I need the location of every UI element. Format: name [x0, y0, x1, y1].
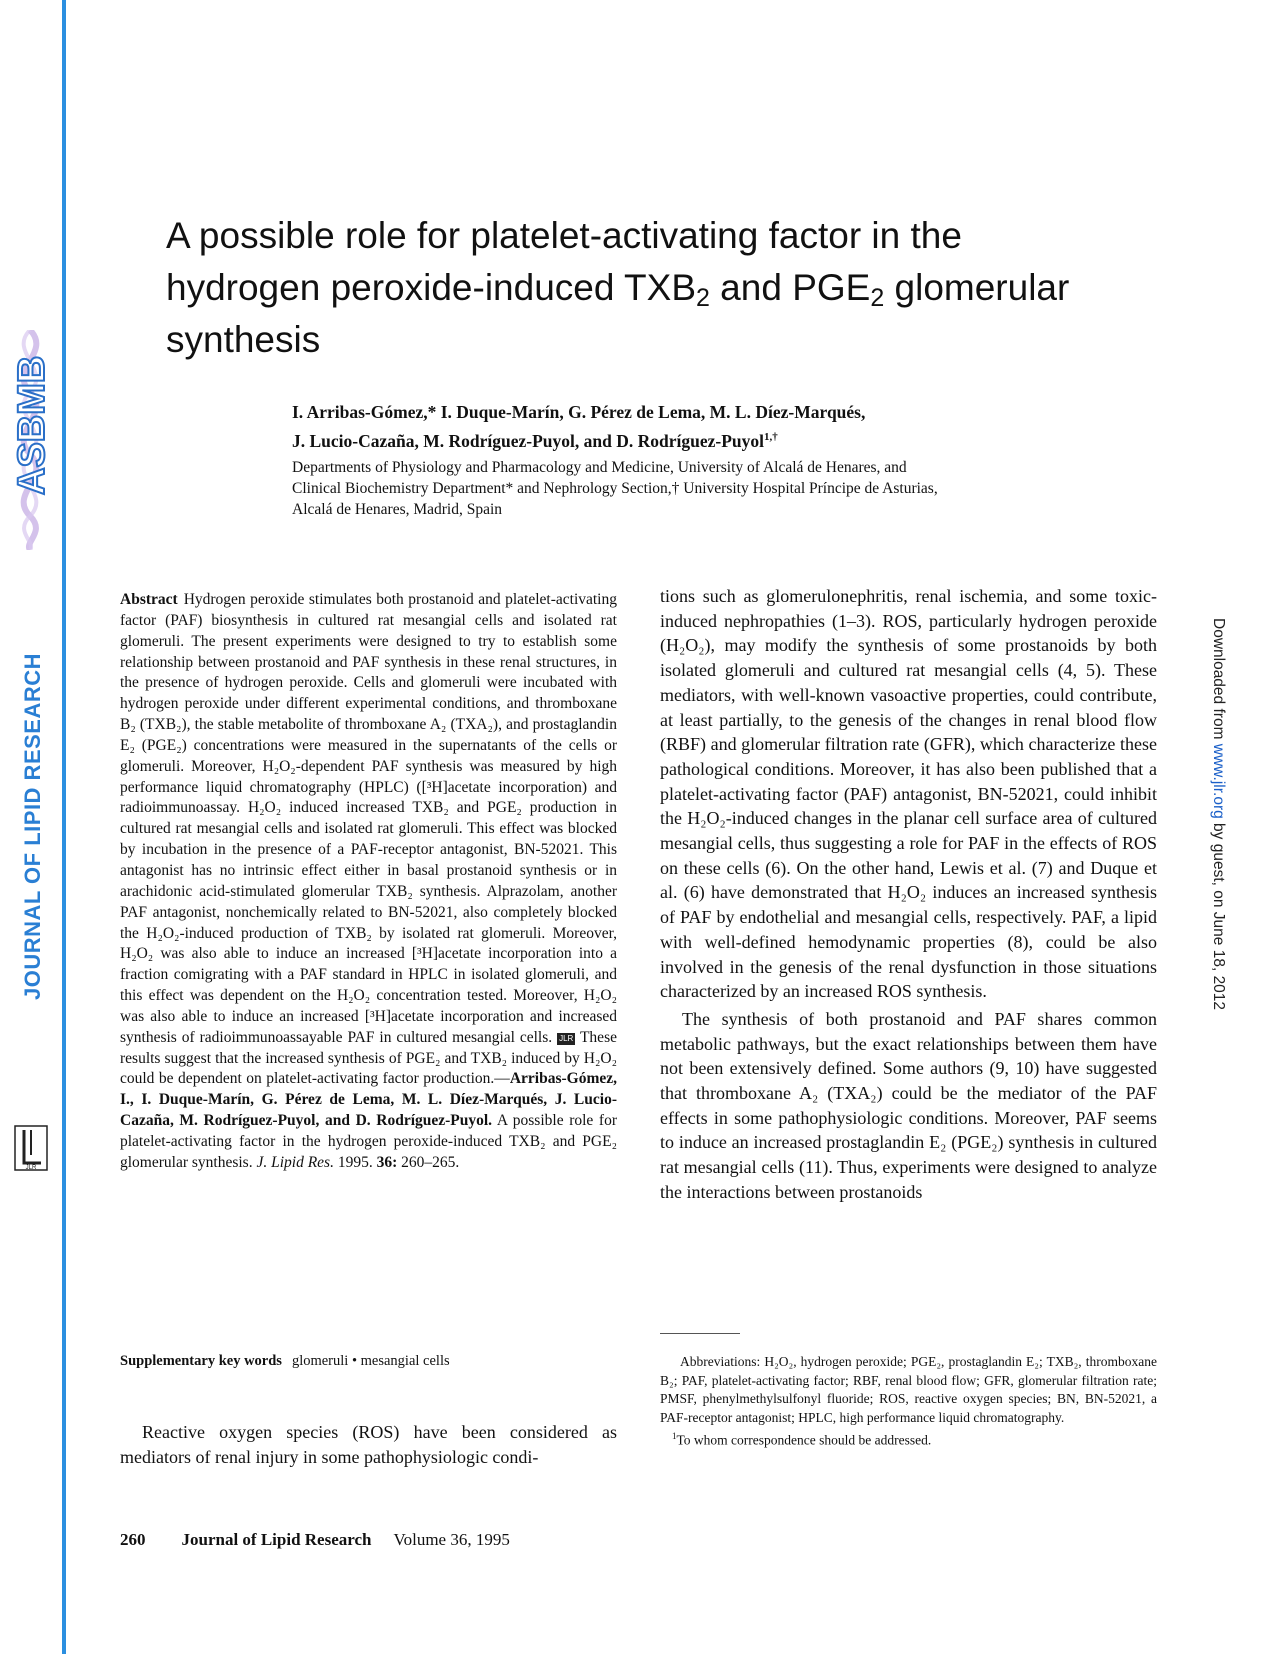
footnote-correspondence: [660, 1427, 1157, 1450]
download-link[interactable]: www.jlr.org: [1210, 743, 1227, 819]
author-footnote-marks: 1,†: [764, 431, 778, 443]
footer-volume: Volume 36, 1995: [393, 1530, 510, 1549]
jlr-logo-text: JLR: [25, 1165, 37, 1171]
affiliation-line-2: Clinical Biochemistry Department* and Nephrology Section,† University Hospital Príncipe de Asturias,: [292, 480, 938, 497]
author-line-2-text: J. Lucio-Cazaña, M. Rodríguez-Puyol, and D. Rodríguez-Puyol: [292, 430, 765, 451]
download-suffix: by guest, on June 18, 2012: [1210, 818, 1227, 1011]
footnote-abbreviations: Abbreviations: H₂O₂, hydrogen peroxide; PGE₂, prostaglandin E₂; TXB₂, thromboxane B₂; PAF, platelet-activating factor; RBF, renal blood flow; GFR, glomerular filtration rate; PMSF, phenylmethylsulfonyl fluoride; ROS, reactive oxygen species; BN, BN-52021, a PAF-receptor antagonist; HPLC, high performance liquid chromatography.: [660, 1354, 1157, 1425]
body-right-column: [660, 584, 1157, 1205]
affiliation-line-3: Alcalá de Henares, Madrid, Spain: [292, 501, 503, 518]
jlr-inline-icon: JLR: [559, 1033, 574, 1043]
title-part2: and PGE: [709, 267, 871, 308]
abstract-citation-journal: J. Lipid Res.: [256, 1153, 334, 1171]
asbmb-logo-text: ASBMB: [11, 355, 53, 495]
abstract-citation-pages: 260–265.: [401, 1153, 460, 1171]
title-part3: glomerular synthesis: [166, 267, 1070, 360]
left-margin-rule: [62, 0, 66, 1654]
footnote-mark: 1: [672, 1431, 677, 1441]
intro-paragraph-left: [120, 1420, 617, 1469]
abstract-label: Abstract: [120, 591, 178, 608]
affiliations: [292, 457, 1172, 520]
download-notice: [1211, 618, 1227, 1010]
title-sub1: 2: [696, 284, 710, 312]
abstract-citation-volume: 36:: [376, 1153, 398, 1171]
abstract-citation-title: A possible role for platelet-activating factor in the hydrogen peroxide-induced TXB₂ and PGE₂ glomerular synthesis.: [120, 1112, 617, 1171]
key-words-text: glomeruli • mesangial cells: [291, 1353, 450, 1369]
footnote-divider: [660, 1333, 740, 1334]
body-paragraph-1: tions such as glomerulonephritis, renal ischemia, and some toxic-induced nephropathies (1–3). ROS, particularly hydrogen peroxide (H₂O₂), may modify the synthesis of some prostanoids by both isolated glomeruli and cultured rat mesangial cells (4, 5). These mediators, with well-known vasoactive properties, could contribute, at least partially, to the genesis of the changes in renal blood flow (RBF) and glomerular filtration rate (GFR), which characterize these pathological conditions. Moreover, it has also been published that a platelet-activating factor (PAF) antagonist, BN-52021, could inhibit the H₂O₂-induced changes in the planar cell surface area of cultured mesangial cells, thus suggesting a role for PAF in the effects of ROS on these cells (6). On the other hand, Lewis et al. (7) and Duque et al. (6) have demonstrated that H₂O₂ induces an increased synthesis of PAF by endothelial and mesangial cells, respectively. PAF, a lipid with well-defined hemodynamic properties (8), could be also involved in the genesis of the renal dysfunction in those situations characterized by an increased ROS synthesis.: [660, 586, 1157, 1002]
page-number: 260: [120, 1530, 146, 1549]
author-line-2: [292, 425, 1172, 454]
abstract-results: These results suggest that the increased synthesis of PGE₂ and TXB₂ induced by H₂O₂ could be dependent on platelet-activating factor production.—: [120, 1028, 617, 1088]
affiliation-line-1: Departments of Physiology and Pharmacology and Medicine, University of Alcalá de Henares, and: [292, 459, 907, 476]
asbmb-logo: [4, 330, 56, 550]
body-paragraph-2: The synthesis of both prostanoid and PAF shares common metabolic pathways, but the exact relationships between them have not been extensively defined. Some authors (9, 10) have suggested that thromboxane A₂ (TXA₂) could be the mediator of the PAF effects in some pathophysiologic conditions. Moreover, PAF seems to induce an increased prostaglandin E₂ (PGE₂) synthesis in cultured rat mesangial cells (11). Thus, experiments were designed to analyze the interactions between prostanoids: [660, 1008, 1157, 1202]
abstract-citation-authors: Arribas-Gómez, I., I. Duque-Marín, G. Pérez de Lema, M. L. Díez-Marqués, J. Lucio-Cazaña, M. Rodríguez-Puyol, and D. Rodríguez-Puyol.: [120, 1070, 617, 1130]
abstract-text: Hydrogen peroxide stimulates both prostanoid and platelet-activating factor (PAF) biosynthesis in cultured rat mesangial cells and isolated rat glomeruli. The present experiments were designed to try to establish some relationship between prostanoid and PAF synthesis in these renal structures, in the presence of hydrogen peroxide. Cells and glomeruli were incubated with hydrogen peroxide under different experimental conditions, and thromboxane B₂ (TXB₂), the stable metabolite of thromboxane A₂ (TXA₂), and prostaglandin E₂ (PGE₂) concentrations were measured in the supernatants of the cells or glomeruli. Moreover, H₂O₂-dependent PAF synthesis was measured by high performance liquid chromatography (HPLC) ([³H]acetate incorporation) and radioimmunoassay. H₂O₂ induced increased TXB₂ and PGE₂ production in cultured rat mesangial cells and isolated rat glomeruli. This effect was blocked by incubation in the presence of a PAF-receptor antagonist, BN-52021. This antagonist has no intrinsic effect either in basal prostanoid synthesis or in arachidonic acid-stimulated glomerular TXB₂ synthesis. Alprazolam, another PAF antagonist, nonchemically related to BN-52021, also completely blocked the H₂O₂-induced production of TXB₂ by isolated rat glomeruli. Moreover, H₂O₂ was also able to induce an increased [³H]acetate incorporation into a fraction comigrating with a PAF standard in HPLC in isolated glomeruli, and this effect was dependent on the H₂O₂ concentration tested. Moreover, H₂O₂ was also able to induce an increased [³H]acetate incorporation and increased synthesis of radioimmunoassayable PAF in cultured mesangial cells.: [120, 591, 617, 1046]
title-sub2: 2: [870, 284, 885, 312]
abstract-citation-year: 1995.: [337, 1153, 373, 1171]
journal-vertical-label: JOURNAL OF LIPID RESEARCH: [20, 652, 45, 1000]
page-footer: [120, 1530, 720, 1550]
footnotes: [660, 1353, 1157, 1450]
footer-journal: Journal of Lipid Research: [181, 1530, 372, 1549]
intro-left-text: Reactive oxygen species (ROS) have been considered as mediators of renal injury in some pathophysiologic condi-: [120, 1422, 617, 1467]
title-part1: A possible role for platelet-activating factor in the hydrogen peroxide-induced TXB: [166, 215, 962, 308]
author-line-1: I. Arribas-Gómez,* I. Duque-Marín, G. Pérez de Lema, M. L. Díez-Marqués,: [292, 402, 866, 422]
footnote-correspondence-text: To whom correspondence should be addressed.: [676, 1432, 932, 1448]
author-list: [292, 400, 1172, 454]
download-prefix: Downloaded from: [1210, 618, 1227, 744]
article-title: [166, 210, 1126, 366]
jlr-logo: [14, 1125, 48, 1171]
abstract: [120, 590, 617, 1174]
key-words-label: Supplementary key words: [120, 1353, 282, 1369]
key-words: [120, 1353, 617, 1370]
